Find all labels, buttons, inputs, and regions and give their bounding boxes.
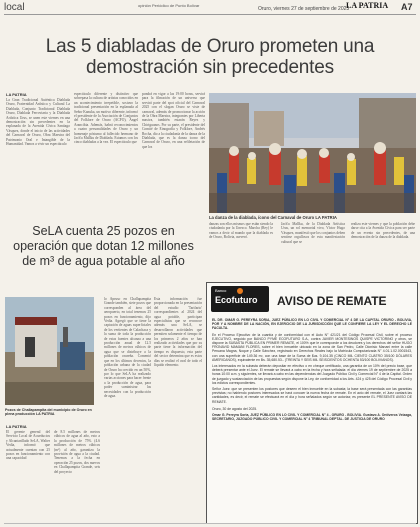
article1-column-6: realiza este viernes y que la población debe darse cita a la Avenida Cívica para ser parte de un evento sin precedentes, de una demostración de la danza de la diablada. xyxy=(351,222,415,240)
diablada-photo xyxy=(209,93,416,213)
footer-rule xyxy=(4,523,416,524)
wells-photo-image xyxy=(5,297,94,405)
diablada-photo-caption: La danza de la diablada, ícono del Carnaval de Oruro LA PATRIA xyxy=(209,215,337,220)
article1-column-3: pondrá en vigor a las 19:00 horas, servirá para la filmación de un universo que servirá parte del spot oficial del Carnaval 2025 con el slogan Oruro se viste de carnaval, además de promocionar la acción de la Obra Maestra, integrantes por Liberta masiva, también estarán Reyes y Chiriguanos. Por su parte, el presidente del Comité de Etnografía y Folklore, Andrés Rocha, dio a la ciudadanía de la danza de la Diablada, que es la danza icono del Carnaval de Oruro, en una refiletación de que los xyxy=(142,92,205,149)
notice-paragraph-4: Señor Juez: que se presenten los postores que deseen el bien inmueble en la subasta; la base será presentada con las garantías previstas; no habiendo postores interesados se hará conocer la nueva fecha de remate. En el acto del remate, el Juez cantará las cantidades, es decir, el remate se efectuará en el día y hora señalados según se autoriza; es presente EL PRESENTE AVISO DE REMATE. xyxy=(212,387,412,404)
bank-name: Ecofuturo xyxy=(215,295,258,305)
diablada-photo-image xyxy=(209,93,416,213)
page-number: A7 xyxy=(401,2,413,12)
section-label: local xyxy=(4,2,25,13)
bank-logo-dot-icon xyxy=(237,288,243,294)
article1-column-1: La Gran Tradicional Auténtica Diablada Oruro, Fraternidad Artística y Cultural La Diablada, Conjunto Tradicional Diablada Oruro, Diablada Ferroviaria y la Diablada Artística Urus, se unen este viernes en una demostración sin precedentes en la explanada de la Avenida Cívica Santiago Vásquez, donde el inicio de las actividades del Carnaval de Oruro, Obra Maestra del Patrimonio Oral e Intangible de la Humanidad. Vamos a vivir un espectáculo xyxy=(6,98,70,147)
issue-date: Oruro, viernes 27 de septiembre de 2023 xyxy=(258,6,350,12)
article2-column-3: lo Apruso en Challapampita Grande también, siete pozos que corresponden al área del aeropuerto, en total tenemos 25 pozos en funcionamiento, dijo Vedia. Agregó que se tiene la captación de aguas superficiales de los vertientes de Calachaca y la suma de toda la producción de estas fuentes alcanza a una producción anual de 12.5 millones de metros cúbicos de agua que se distribuye a la población orureña. Comentó que en los últimos decenios, la población urbana de la ciudad de Oruro ha crecido en un 50%, por lo que SeLA ha realizado varias acciones para hacer frente a la producción de agua, para poder suministrar las necesidades con la producción de agua. xyxy=(104,297,151,398)
notice-signers: Omar G. Pereyra Soria, JUEZ PÚBLICO EN LO CIVIL Y COMERCIAL N° 4 - ORURO - BOLIVIA. Gustavo A. Ontiveros Veizaga, SECRETARIO, JUZGADO PÚBLICO CIVIL Y COMERCIAL N° 4 TRIBUNAL DEPTAL. DE JUSTICIA DE ORURO xyxy=(212,413,412,422)
bank-prefix: Banco xyxy=(215,288,227,293)
article2-column-4: Esta información fue proporcionada en la presentación del estudio 'Tarifario' correspondientes al 2024 del agua potable, participan especialistas que se reconoce además una SeLA, se desarrollaron actividades que permiten solamente el tiempo de los primeros 2 años se han realizado actividades que por su parte tiene la información del tiempo es dispuesto, esta parte del sector determina que es estos días se realizó el aval de todo el líquido elemento. xyxy=(154,297,202,368)
article1-column-5: Jach'a Mallku, de la Diablada Artística Urus, un rol memorial vivo, Víctor Hugo Vásquez, manifestó que los conjuntos deben sentirse orgullosos de esta manifestación cultural que se xyxy=(281,222,345,244)
header-rule xyxy=(4,14,416,15)
notice-paragraph-1: EL DR. OMAR G. PEREYRA SORIA, JUEZ PÚBLICO EN LO CIVIL Y COMERCIAL N° 4 DE LA CAPITAL ORURO - BOLIVIA, POR Y A NOMBRE DE LA NACIÓN, EN EJERCICIO DE LA JURISDICCIÓN QUE LE CONFIERE LA LEY Y EL DERECHO LE FACULTA. xyxy=(212,318,412,331)
article2-headline: SeLA cuenta 25 pozos en operación que dotan 12 millones de m³ de agua potable al año xyxy=(13,224,194,268)
notice-paragraph-3: Los interesados en la subasta deberán depositar en efectivo o en cheque certificado, una garantía de un 10% del precio base, que deberá presentar ante el Juez. El remate se llevará a cabo en la fecha y hora señalada: el día viernes 19 de septiembre de 2025 a horas 10:00 a.m. y siguientes, se llevará a cabo en las dependencias del Juzgado Público Civil y Comercial N° 4 de la Capital. Orden de juzgado y sustanciación de las propuestas según dispone la Ley, de conformidad a los Arts. 424 y 425 del Código Procesal Civil y los edictos correspondientes. xyxy=(212,364,413,385)
notice-body xyxy=(212,318,412,421)
wells-photo xyxy=(5,297,94,405)
article1-byline: LA PATRIA xyxy=(6,92,27,97)
notice-header xyxy=(207,283,417,315)
auction-notice xyxy=(206,282,418,524)
article1-column-2: espectáculo diferente y distintivo que sobrepasa la cultura de artistas conocidos en un acontecimiento irrepetible, sostuvo la tradicional presentación en la esplanada al Señor Kanuka, un motivo diferente, informó el presidente de la Asociación de Conjuntos del Folklore de Oruro (ACFO), Ángel Arancibia. Además, habrá reconocimientos a cuatro personalidades de Oruro y un homenaje póstumo al fallecido hermano de Jach'a Mallku de Diablada. Estamos con los cinco diabladas a la vez. El espectáculo que xyxy=(74,92,138,145)
wells-photo-caption: Pozos de Challapampita del municipio de Oruro en plena producción LA PATRIA xyxy=(5,408,92,417)
article2-column-2: de 8.5 millones de metros cúbicos de agua al año, esto a la producción de 75% (4.6 millones de metros cúbicos (m³) al año, garantiza la provisión de agua a la ciudad. Tenemos a la fecha en operación 25 pozos, dos nuevos en Challapampita Grande, seis del proyecto xyxy=(54,430,100,474)
article1-headline: Las 5 diabladas de Oruro prometen una demostración sin precedentes xyxy=(45,36,375,78)
notice-paragraph-2: En el Proceso Ejecutivo de la cuantía y de conformidad con el Auto N° 421/21 del Código Procesal Civil, sobre el proceso EJECUTIVO, seguido por BANCO PYME ECOFUTURO S.A., contra JAVIER MONTESINOS QUISPE VICTORINO y otros, se dispone la SUBASTA PÚBLICA EN PRIMER REMATE, el 100% que le corresponde a los deudores y los derechos del señor HUGO FRONAVID MAMANI FLORES, sobre el bien inmueble ubicado en la zona de San Pedro, Calle Dionisio Manani entre la calle Peruana Magna, Noque y Calle Sánchez, registrado en Derechos Reales bajo la Matrícula Computarizada N° 4.01.1.02.0001543, con una superficie de 149.36 m², con una base de la Suma de $us. 9,104.35 (CINCO MIL CIENTO CUATRO 35/100 DÓLARES AMERICANOS), equivalente en Bs. 35,680.53.- (TREINTA Y SEIS MIL SEISCIENTOS OCHENTA 53/100 BOLIVIANOS). xyxy=(212,332,412,362)
article2-column-1: El gerente general del Servicio Local de Acueductos y Alcantarillado SeLA, Walter Vedia, informó que actualmente cuentan con 25 pozos en funcionamiento con una capacidad xyxy=(6,430,50,461)
notice-date: Oruro, 30 de agosto del 2025. xyxy=(212,406,258,411)
publication-line: opinión Periódico de Punto Bolívar xyxy=(138,3,200,8)
newspaper-logo: LA PATRIA xyxy=(346,1,389,10)
notice-title: AVISO DE REMATE xyxy=(277,294,387,308)
article1-column-4: danzas son ellos mismos que están siendo la ciudadanía por la Unesco. Marcha (Rey) le vamos a decir al mundo que la diablada es de Oruro, Bolivia, aseveró. xyxy=(209,222,273,240)
ecofuturo-logo xyxy=(211,286,269,312)
article2-byline: LA PATRIA xyxy=(6,424,27,429)
